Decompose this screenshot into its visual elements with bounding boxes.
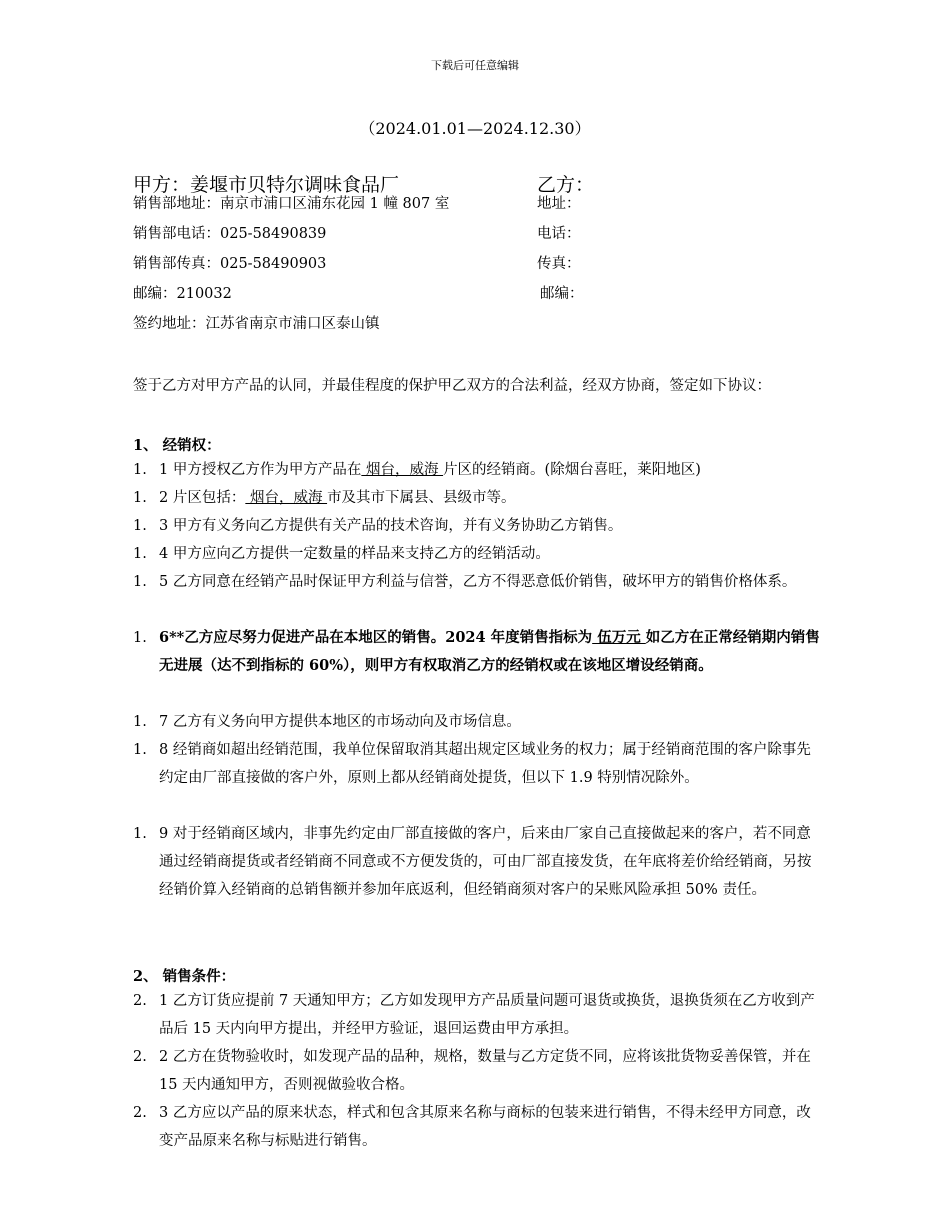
clause-number: 1. <box>133 826 147 842</box>
clause-text: 1 乙方订货应提前 7 天通知甲方；乙方如发现甲方产品质量问题可退货或换货，退换货须在乙方收到产品后 15 天内向甲方提出，并经甲方验证，退回运费由甲方承担。 <box>159 993 815 1037</box>
clause-text: 3 甲方有义务向乙方提供有关产品的技术咨询，并有义务协助乙方销售。 <box>159 518 623 534</box>
clause-text: 7 乙方有义务向甲方提供本地区的市场动向及市场信息。 <box>159 714 521 730</box>
party-b-postcode: 邮编： <box>540 286 584 302</box>
clause-number: 1. <box>133 462 147 478</box>
party-b-title: 乙方： <box>537 174 595 196</box>
party-a-fax: 销售部传真：025-58490903 <box>133 256 327 272</box>
party-a-title: 甲方：姜堰市贝特尔调味食品厂 <box>133 174 400 196</box>
party-a-phone: 销售部电话：025-58490839 <box>133 226 327 242</box>
clause-text: 片区的经销商。(除烟台喜旺，莱阳地区) <box>443 462 701 478</box>
clause-1-2 <box>133 484 833 512</box>
clause-text: 4 甲方应向乙方提供一定数量的样品来支持乙方的经销活动。 <box>159 546 550 562</box>
party-b-address: 地址： <box>537 196 581 212</box>
clause-text: 3 乙方应以产品的原来状态，样式和包含其原来名称与商标的包装来进行销售，不得未经甲方同意，改变产品原来名称与标贴进行销售。 <box>159 1105 811 1149</box>
clause-text: 9 对于经销商区域内，非事先约定由厂部直接做的客户，后来由厂家自己直接做起来的客户，若不同意通过经销商提货或者经销商不同意或不方便发货的，可由厂部直接发货，在年底将差价给经销商，另按经销价算入经销商的总销售额并参加年底返利，但经销商须对客户的呆账风险承担 50% 责任。 <box>159 826 812 898</box>
clause-text: 6**乙方应尽努力促进产品在本地区的销售。2024 年度销售指标为 <box>159 629 593 646</box>
party-a-sign-place: 签约地址：江苏省南京市浦口区泰山镇 <box>133 316 380 332</box>
clause-text: 8 经销商如超出经销范围，我单位保留取消其超出规定区域业务的权力；属于经销商范围的客户除事先约定由厂部直接做的客户外，原则上都从经销商处提货，但以下 1.9 特别情况除外。 <box>159 742 811 786</box>
underlined-region: 烟台，威海 <box>361 462 444 478</box>
clause-text: 2 乙方在货物验收时，如发现产品的品种，规格，数量与乙方定货不同，应将该批货物妥善保管，并在 15 天内通知甲方，否则视做验收合格。 <box>159 1049 811 1093</box>
section-2-heading: 2、 销售条件： <box>133 968 236 985</box>
clause-text: 2 片区包括： <box>159 490 246 506</box>
clause-text: 5 乙方同意在经销产品时保证甲方利益与信誉，乙方不得恶意低价销售，破坏甲方的销售价格体系。 <box>159 574 797 590</box>
party-b-phone: 电话： <box>537 226 581 242</box>
clause-number: 1. <box>133 490 147 506</box>
clause-1-6 <box>133 624 833 680</box>
clause-number: 2. <box>133 1049 147 1065</box>
party-a-address: 销售部地址：南京市浦口区浦东花园 1 幢 807 室 <box>133 196 450 212</box>
sales-target: 伍万元 <box>592 629 646 646</box>
party-a-postcode: 邮编：210032 <box>133 286 232 302</box>
clause-1-1 <box>133 456 833 484</box>
clause-text: 1 甲方授权乙方作为甲方产品在 <box>159 462 362 478</box>
clause-2-1 <box>133 987 833 1043</box>
clause-1-3 <box>133 512 833 540</box>
clause-text: 市及其市下属县、县级市等。 <box>327 490 516 506</box>
clause-number: 2. <box>133 1105 147 1121</box>
party-b-fax: 传真： <box>537 256 581 272</box>
clause-number: 1. <box>133 574 147 590</box>
header-note: 下载后可任意编辑 <box>431 59 519 72</box>
section-1-heading: 1、 经销权： <box>133 437 221 454</box>
clause-number: 1. <box>133 546 147 562</box>
clause-number: 1. <box>133 518 147 534</box>
clause-1-9 <box>133 820 833 904</box>
clause-2-3 <box>133 1099 833 1155</box>
clause-number: 1. <box>133 630 147 646</box>
clause-1-5 <box>133 568 833 596</box>
underlined-region: 烟台，威海 <box>245 490 328 506</box>
intro-paragraph: 签于乙方对甲方产品的认同，并最佳程度的保护甲乙双方的合法利益，经双方协商，签定如下协议： <box>133 378 771 394</box>
date-range: （2024.01.01—2024.12.30） <box>359 119 591 138</box>
clause-number: 1. <box>133 742 147 758</box>
clause-number: 1. <box>133 714 147 730</box>
clause-number: 2. <box>133 993 147 1009</box>
clause-1-7 <box>133 708 833 736</box>
clause-1-8 <box>133 736 833 792</box>
clause-text: 如乙方在正常经销期内销售无进展（达不到指标的 60%），则甲方有权取消乙方的经销权或在该地区增设经销商。 <box>159 629 820 674</box>
clause-2-2 <box>133 1043 833 1099</box>
clause-1-4 <box>133 540 833 568</box>
